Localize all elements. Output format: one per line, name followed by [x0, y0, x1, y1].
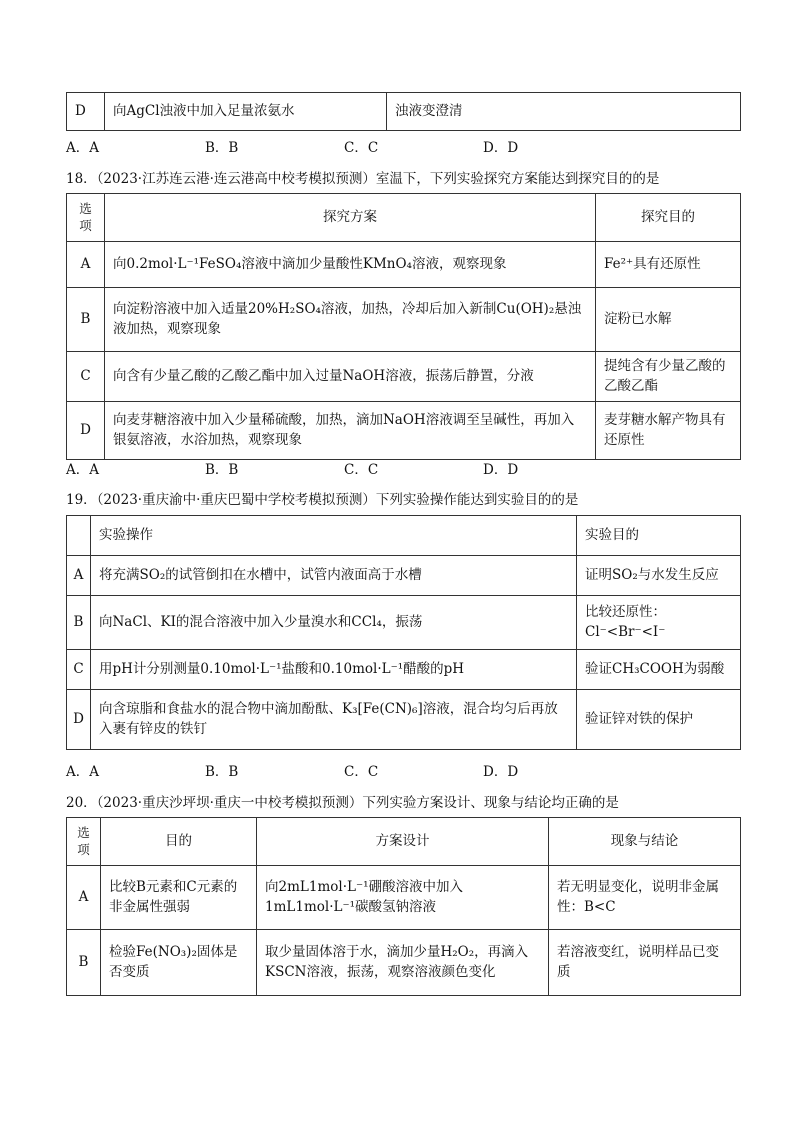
- option-label: D: [67, 402, 105, 460]
- answer-options: [66, 136, 622, 156]
- q18-table: [66, 193, 741, 460]
- answer-options: [66, 458, 622, 478]
- option-c[interactable]: C．C: [344, 764, 379, 780]
- scheme-cell: 向0.2mol·L⁻¹FeSO₄溶液中滴加少量酸性KMnO₄溶液，观察现象: [105, 242, 596, 288]
- scheme-cell: 向麦芽糖溶液中加入少量稀硫酸，加热，滴加NaOH溶液调至呈碱性，再加入银氨溶液，水浴加热，观察现象: [105, 402, 596, 460]
- operation-cell: 用pH计分别测量0.10mol·L⁻¹盐酸和0.10mol·L⁻¹醋酸的pH: [91, 650, 577, 690]
- result-cell: 若无明显变化，说明非金属性：B<C: [549, 866, 741, 930]
- result-cell: 若溶液变红，说明样品已变质: [549, 930, 741, 996]
- header-scheme: 探究方案: [105, 194, 596, 242]
- option-label: B: [67, 288, 105, 352]
- option-label: A: [67, 242, 105, 288]
- purpose-cell: 检验Fe(NO₃)₂固体是否变质: [101, 930, 257, 996]
- header-design: 方案设计: [257, 818, 549, 866]
- table-row: [67, 288, 741, 352]
- question-number: 18．: [66, 171, 97, 187]
- option-d[interactable]: D．D: [483, 764, 519, 780]
- option-label: A: [67, 556, 91, 596]
- header-option: 选 项: [67, 194, 105, 242]
- option-b[interactable]: B．B: [205, 462, 239, 478]
- table-header-row: [67, 194, 741, 242]
- table-row: [67, 556, 741, 596]
- option-label: D: [67, 690, 91, 750]
- header-result: 现象与结论: [549, 818, 741, 866]
- option-label: C: [67, 352, 105, 402]
- purpose-cell: 麦芽糖水解产物具有还原性: [596, 402, 741, 460]
- operation-cell: 向含琼脂和食盐水的混合物中滴加酚酞、K₃[Fe(CN)₆]溶液，混合均匀后再放入裹有锌皮的铁钉: [91, 690, 577, 750]
- table-row: [67, 93, 741, 131]
- table-row: [67, 242, 741, 288]
- answer-options: [66, 760, 622, 780]
- phenomenon-cell: 浊液变澄清: [387, 93, 741, 131]
- table-row: [67, 690, 741, 750]
- q20-table: [66, 817, 741, 996]
- question-title: （2023·重庆沙坪坝·重庆一中校考模拟预测）下列实验方案设计、现象与结论均正确的是: [96, 795, 619, 811]
- operation-cell: 向NaCl、KI的混合溶液中加入少量溴水和CCl₄，振荡: [91, 596, 577, 650]
- q19-table: [66, 515, 741, 750]
- operation-cell: 将充满SO₂的试管倒扣在水槽中，试管内液面高于水槽: [91, 556, 577, 596]
- header-option: 选 项: [67, 818, 101, 866]
- purpose-cell: 验证锌对铁的保护: [577, 690, 741, 750]
- table-header-row: [67, 516, 741, 556]
- header-purpose: 探究目的: [596, 194, 741, 242]
- option-a[interactable]: A．A: [66, 462, 99, 478]
- option-label: D: [67, 93, 105, 131]
- option-label: A: [67, 866, 101, 930]
- design-cell: 取少量固体溶于水，滴加少量H₂O₂，再滴入KSCN溶液，振荡，观察溶液颜色变化: [257, 930, 549, 996]
- purpose-cell: Fe²⁺具有还原性: [596, 242, 741, 288]
- option-label: B: [67, 596, 91, 650]
- option-b[interactable]: B．B: [205, 140, 239, 156]
- option-a[interactable]: A．A: [66, 764, 99, 780]
- table-row: [67, 352, 741, 402]
- purpose-cell: 提纯含有少量乙酸的乙酸乙酯: [596, 352, 741, 402]
- purpose-cell: 验证CH₃COOH为弱酸: [577, 650, 741, 690]
- header-purpose: 实验目的: [577, 516, 741, 556]
- option-c[interactable]: C．C: [344, 140, 379, 156]
- table-row: [67, 596, 741, 650]
- scheme-cell: 向淀粉溶液中加入适量20%H₂SO₄溶液，加热，冷却后加入新制Cu(OH)₂悬浊液加热，观察现象: [105, 288, 596, 352]
- purpose-cell: 证明SO₂与水发生反应: [577, 556, 741, 596]
- operation-cell: 向AgCl浊液中加入足量浓氨水: [105, 93, 387, 131]
- purpose-cell: 比较B元素和C元素的非金属性强弱: [101, 866, 257, 930]
- option-b[interactable]: B．B: [205, 764, 239, 780]
- header-blank: [67, 516, 91, 556]
- option-label: B: [67, 930, 101, 996]
- q17-table: [66, 92, 741, 131]
- question-18-heading: [66, 167, 659, 187]
- table-header-row: [67, 818, 741, 866]
- option-c[interactable]: C．C: [344, 462, 379, 478]
- table-row: [67, 402, 741, 460]
- question-number: 20．: [66, 795, 97, 811]
- question-title: （2023·重庆渝中·重庆巴蜀中学校考模拟预测）下列实验操作能达到实验目的的是: [96, 492, 579, 508]
- question-title: （2023·江苏连云港·连云港高中校考模拟预测）室温下，下列实验探究方案能达到探究目的的是: [96, 171, 660, 187]
- table-row: [67, 866, 741, 930]
- table-row: [67, 650, 741, 690]
- option-a[interactable]: A．A: [66, 140, 99, 156]
- purpose-cell: 淀粉已水解: [596, 288, 741, 352]
- design-cell: 向2mL1mol·L⁻¹硼酸溶液中加入1mL1mol·L⁻¹碳酸氢钠溶液: [257, 866, 549, 930]
- question-19-heading: [66, 488, 578, 508]
- option-d[interactable]: D．D: [483, 140, 519, 156]
- scheme-cell: 向含有少量乙酸的乙酸乙酯中加入过量NaOH溶液，振荡后静置，分液: [105, 352, 596, 402]
- header-purpose: 目的: [101, 818, 257, 866]
- question-20-heading: [66, 791, 619, 811]
- option-d[interactable]: D．D: [483, 462, 519, 478]
- header-operation: 实验操作: [91, 516, 577, 556]
- table-row: [67, 930, 741, 996]
- question-number: 19．: [66, 492, 97, 508]
- purpose-cell: 比较还原性：Cl⁻<Br⁻<I⁻: [577, 596, 741, 650]
- option-label: C: [67, 650, 91, 690]
